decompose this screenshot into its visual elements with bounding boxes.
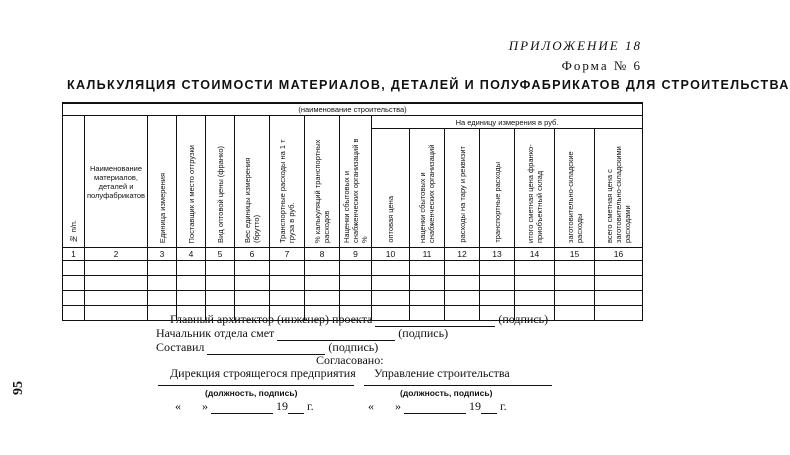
column-number: 11 [410,248,445,261]
column-number: 6 [235,248,270,261]
column-number: 14 [515,248,555,261]
column-number: 1 [63,248,85,261]
estimates-head-line: Начальник отдела смет (подпись) [156,326,449,340]
column-header: Наименование материалов, деталей и полуфабрикатов [85,116,148,248]
document-title: КАЛЬКУЛЯЦИЯ СТОИМОСТИ МАТЕРИАЛОВ, ДЕТАЛЕЙ И ПОЛУФАБРИКАТОВ ДЛЯ СТРОИТЕЛЬСТВА [67,78,790,92]
table-row [63,261,643,276]
column-header: итого сметная цена франко-приобъектный склад [515,129,555,248]
column-number: 9 [340,248,372,261]
column-number: 7 [270,248,305,261]
date-line-right: « » 19 г. [368,399,507,413]
column-header: Поставщик и место отгрузки [177,116,206,248]
column-header: Транспортные расходы на 1 т груза в руб. [270,116,305,248]
column-number: 12 [445,248,480,261]
column-header: % калькуляций транспортных расходов [305,116,340,248]
form-number: Форма № 6 [561,58,642,73]
column-number: 3 [148,248,177,261]
column-number: 15 [555,248,595,261]
column-number: 13 [480,248,515,261]
position-caption-left: (должность, подпись) [205,388,298,398]
column-header: Вид оптовой цены (франко) [206,116,235,248]
compiled-line: Составил (подпись) [156,340,379,354]
calculation-table [62,102,643,321]
table-row [63,291,643,306]
column-number: 8 [305,248,340,261]
dept-signature-line [364,385,552,386]
column-number: 16 [595,248,643,261]
date-line-left: « » 19 г. [175,399,314,413]
column-header: наценки сбытовых и снабженческих организаций [410,129,445,248]
directorate-signature-line [158,385,354,386]
column-header: № п/п. [63,116,85,248]
column-header: транспортные расходы [480,129,515,248]
column-header: всего сметная цена с заготовительно-складскими расходами [595,129,643,248]
construction-name-caption: (наименование строительства) [63,103,643,116]
column-header: заготовительно-складские расходы [555,129,595,248]
column-number: 10 [372,248,410,261]
chief-architect-line: Главный архитектор (инженер) проекта (подпись) [170,312,549,326]
column-header: оптовая цена [372,129,410,248]
column-header: Наценки сбытовых и снабженческих организаций в % [340,116,372,248]
column-number: 4 [177,248,206,261]
table-row [63,276,643,291]
column-header: Вес единицы измерения (брутто) [235,116,270,248]
appendix-label: ПРИЛОЖЕНИЕ 18 [508,38,642,53]
agreed-label: Согласовано: [316,353,384,367]
column-number: 5 [206,248,235,261]
directorate-label: Дирекция строящегося предприятия [170,366,356,380]
position-caption-right: (должность, подпись) [400,388,493,398]
column-header: Единица измерения [148,116,177,248]
per-unit-caption: На единицу измерения в руб. [372,116,643,129]
column-number: 2 [85,248,148,261]
column-header: расходы на тару и реквизит [445,129,480,248]
page-number: 95 [11,381,26,395]
construction-dept-label: Управление строительства [374,366,510,380]
